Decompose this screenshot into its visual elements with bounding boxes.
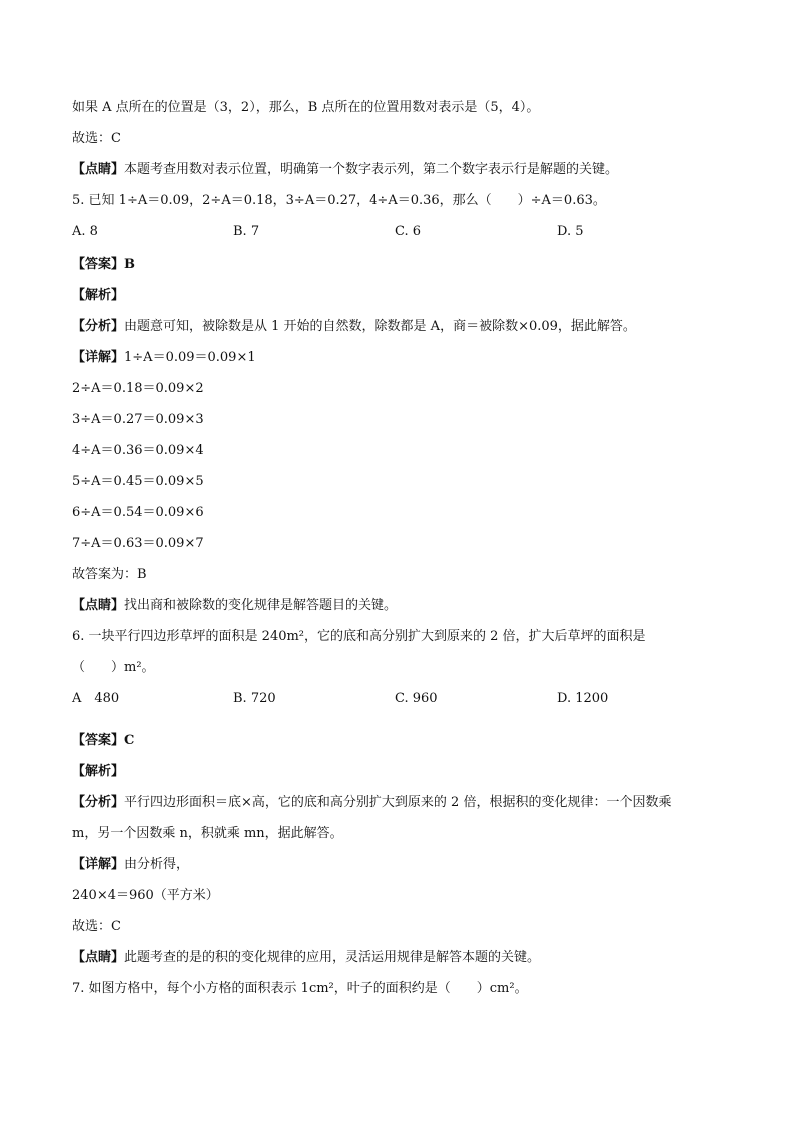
calc-line: 5÷A＝0.45＝0.09×5: [72, 474, 204, 489]
text-line: 如果 A 点所在的位置是（3，2），那么，B 点所在的位置用数对表示是（5，4）。: [72, 100, 540, 115]
q6-options: [72, 690, 712, 708]
q6-fenxi: [72, 794, 671, 812]
dianjing-text: 找出商和被除数的变化规律是解答题目的关键。: [124, 598, 398, 613]
q5-answer: 【答案】B: [72, 257, 135, 272]
text-line: 故选：C: [72, 131, 121, 146]
xiangjie-text: 由分析得，: [124, 857, 190, 872]
section-tag: 【分析】: [72, 795, 125, 810]
xiangjie-text: 1÷A＝0.09＝0.09×1: [124, 350, 256, 365]
section-tag: 【点睛】: [72, 162, 125, 177]
calc-line: 3÷A＝0.27＝0.09×3: [72, 412, 204, 427]
section-tag: 【详解】: [72, 857, 125, 872]
dianjing-text: 本题考查用数对表示位置，明确第一个数字表示列，第二个数字表示行是解题的关键。: [124, 162, 619, 177]
q6-option-d: D. 1200: [557, 691, 609, 706]
q5-option-c: C. 6: [395, 224, 422, 239]
q5-option-d: D. 5: [557, 224, 584, 239]
q5-xiangjie: [72, 349, 256, 367]
fenxi-text: 平行四边形面积＝底×高，它的底和高分别扩大到原来的 2 倍，根据积的变化规律：一个因数乘: [124, 795, 672, 810]
q6-xiangjie: [72, 856, 189, 874]
section-tag: 【点睛】: [72, 598, 125, 613]
question-5: 5. 已知 1÷A＝0.09，2÷A＝0.18，3÷A＝0.27，4÷A＝0.36，那么（ ）÷A＝0.63。: [72, 193, 606, 208]
q5-jiexi: 【解析】: [72, 288, 125, 303]
section-tag: 【分析】: [72, 319, 125, 334]
q6-option-a: A 480: [72, 691, 120, 706]
q6-final: 故选：C: [72, 919, 121, 934]
q5-option-b: B. 7: [233, 224, 260, 239]
calc-line: 240×4＝960（平方米）: [72, 888, 219, 903]
q6-fenxi-cont: m，另一个因数乘 n，积就乘 mn，据此解答。: [72, 826, 343, 841]
dianjing-line: [72, 161, 618, 179]
section-tag: 【点睛】: [72, 950, 125, 965]
calc-line: 6÷A＝0.54＝0.09×6: [72, 505, 204, 520]
calc-line: 4÷A＝0.36＝0.09×4: [72, 443, 204, 458]
q5-options: [72, 223, 712, 241]
dianjing-text: 此题考查的是的积的变化规律的应用，灵活运用规律是解答本题的关键。: [124, 950, 541, 965]
fenxi-text: 由题意可知，被除数是从 1 开始的自然数，除数都是 A，商＝被除数×0.09，据此解答。: [124, 319, 636, 334]
q6-option-c: C. 960: [395, 691, 438, 706]
q6-option-b: B. 720: [233, 691, 276, 706]
section-tag: 【详解】: [72, 350, 125, 365]
question-7: 7. 如图方格中，每个小方格的面积表示 1cm²，叶子的面积约是（ ）cm²。: [72, 981, 528, 996]
q5-fenxi: [72, 318, 636, 336]
q6-dianjing: [72, 949, 540, 967]
question-6: 6. 一块平行四边形草坪的面积是 240m²，它的底和高分别扩大到原来的 2 倍，扩大后草坪的面积是: [72, 629, 646, 644]
calc-line: 7÷A＝0.63＝0.09×7: [72, 536, 204, 551]
q6-jiexi: 【解析】: [72, 764, 125, 779]
calc-line: 2÷A＝0.18＝0.09×2: [72, 381, 204, 396]
question-6-cont: （ ）m²。: [72, 660, 155, 675]
q5-dianjing: [72, 597, 397, 615]
q5-final: 故答案为：B: [72, 567, 147, 582]
q5-option-a: A. 8: [72, 224, 98, 239]
q6-answer: 【答案】C: [72, 733, 135, 748]
